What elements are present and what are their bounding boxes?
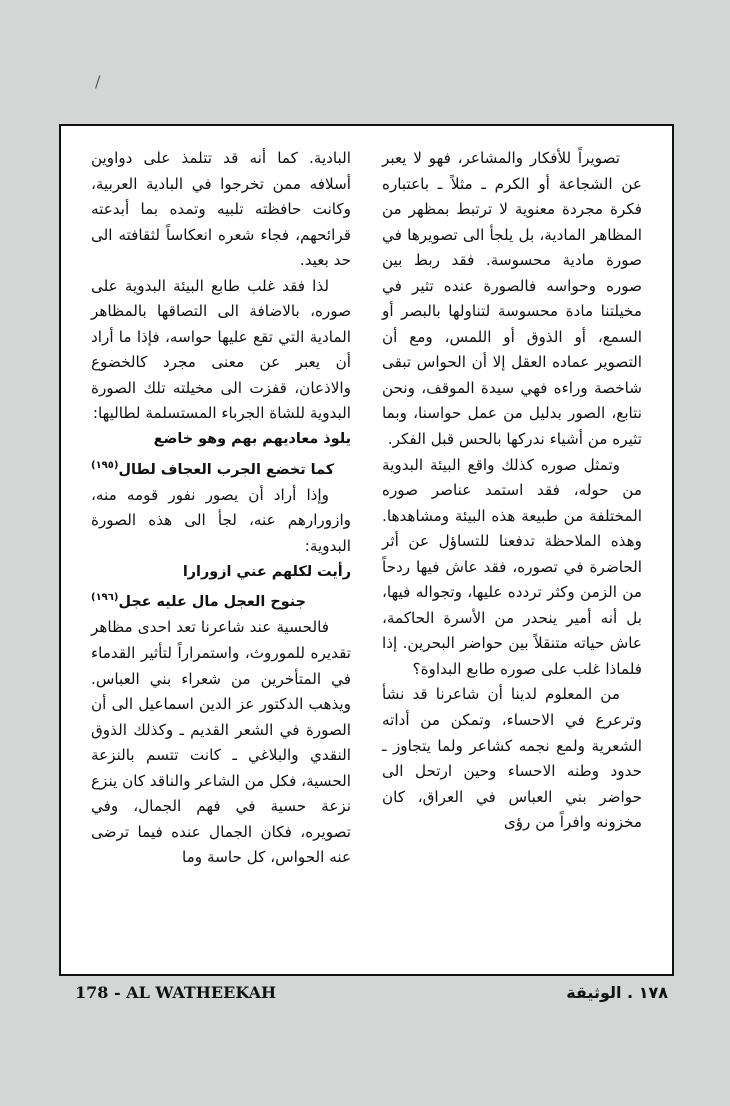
paragraph: البادية. كما أنه قد تتلمذ على دواوين أسلافه ممن تخرجوا في البادية العربية، وكانت حافظته تلبيه وتمده بما أبدعته قرائحهم، فجاء شعره انعكاساً لثقافته الى حد بعيد. xyxy=(91,149,351,270)
paragraph: تصويراً للأفكار والمشاعر، فهو لا يعبر عن الشجاعة أو الكرم ـ مثلاً ـ باعتباره فكرة مجردة معنوية لا ترتبط بمظهر من المظاهر المادية، بل يلجأ الى تصويرها في صورة مادية محسوسة. فقد ربط بين صوره وحواسه فالصورة عنده تثير في مخيلتنا مادة محسوسة لتناولها بالبصر أو السمع، أو الذوق أو اللمس، ومع أن التصوير عماده العقل إلا أن الحواس تبقى شاخصة وراءه فهي سيدة الموقف، ونحن نتابع، الصور بدليل من عمل حواسنا، وبما تثيره من أشياء ندركها بالحس قبل الفكر. xyxy=(382,149,642,449)
verse-text: كما تخضع الجرب العجاف لطال xyxy=(118,461,335,478)
verse-hemistich xyxy=(91,453,351,483)
paragraph: فالحسية عند شاعرنا تعد احدى مظاهر تقديره للموروث، واستمراراً لتأثير القدماء في المتأخرين من شعراء بني العباس. ويذهب الدكتور عز الدين اسماعيل الى أن الصورة في الشعر القديم ـ وكذلك الذوق النقدي والبلاغي ـ كانت تتسم بالنزعة الحسية، فكل من الشاعر والناقد كان ينزع نزعة حسية في فهم الجمال، وفي تصويره، فكان الجمال عنده فيما ترضى عنه الحواس، كل حاسة وما xyxy=(91,618,351,867)
text-frame xyxy=(59,124,674,976)
stray-pen-mark: / xyxy=(95,72,101,91)
right-column xyxy=(382,146,642,836)
paragraph: وتمثل صوره كذلك واقع البيئة البدوية من حوله، فقد استمد عناصر صوره المختلفة من طبيعة هذه البيئة ومشاهدها. وهذه الملاحظة تدفعنا للتساؤل عن أثر الحاضرة في تصوره، فقد عاش فيها ردحاً من الزمن وكثر تردده عليها، وتجواله فيها، بل أنه أمير ينحدر من الأسرة الحاكمة، عاش حياته متنقلاً بين حواضر البحرين. إذا فلماذا غلب على صوره طابع البداوة؟ xyxy=(382,455,642,678)
footnote-ref: (١٩٥) xyxy=(91,459,119,471)
footnote-ref: (١٩٦) xyxy=(91,592,119,604)
verse-hemistich: رأيت لكلهم عني ازورارا xyxy=(182,563,351,580)
verse-hemistich xyxy=(91,585,351,615)
footer-page-label-arabic: ١٧٨ . الوثيقة xyxy=(566,983,668,1002)
paragraph: وإذا أراد أن يصور نفور قومه منه، وازورارهم عنه، لجأ الى هذه الصورة البدوية: xyxy=(91,485,351,555)
verse-text: جنوح العجل مال عليه عجل xyxy=(118,593,306,610)
footer-page-label-latin: 178 - AL WATHEEKAH xyxy=(75,983,277,1002)
verse-hemistich: يلوذ معاديهم بهم وهو خاضع xyxy=(153,431,351,448)
paragraph: لذا فقد غلب طابع البيئة البدوية على صوره، بالاضافة الى التصاقها بالمظاهر المادية التي تقع عليها حواسه، فإذا ما أراد أن يعبر عن معنى مجرد كالخضوع والاذعان، قفزت الى مخيلته تلك الصورة البدوية للشاة الجرباء المستسلمة لطاليها: xyxy=(91,276,351,423)
left-column xyxy=(91,146,351,871)
paragraph: من المعلوم لدينا أن شاعرنا قد نشأ وترعرع في الاحساء، وتمكن من أداته الشعرية ولمع نجمه كشاعر ولما يتجاوز ـ حدود وطنه الاحساء وحين ارتحل الى حواضر بني العباس في العراق، كان مخزونه وافراً من رؤى xyxy=(382,685,642,832)
